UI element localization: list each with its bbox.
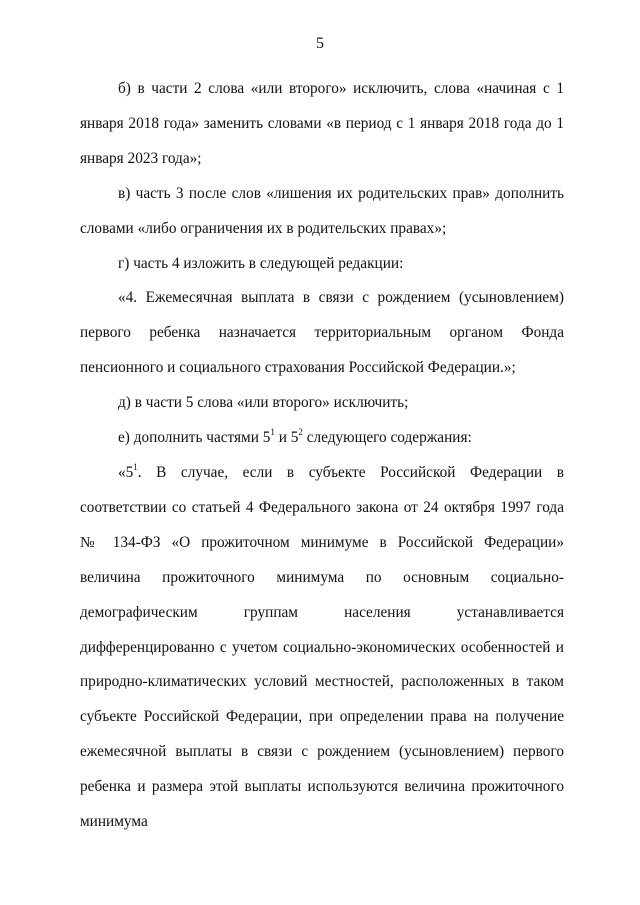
superscript-5-1: 1 (133, 461, 138, 472)
paragraph-e-text-3: следующего содержания: (302, 429, 472, 447)
paragraph-e-text-2: и 5 (274, 429, 299, 447)
paragraph-5-1-body: . В случае, если в субъекте Российской Федерации в соответствии со статьей 4 Федерального закона от 24 октября 1997 года № 134-ФЗ «О прожиточном минимуме в Российской Федерации» величина прожиточного минимума по основным социально-демографическим группам населения устанавливается дифференцированно с учетом социально-экономических особенностей и природно-климатических условий местностей, расположенных в таком субъекте Российской Федерации, при определении права на получение ежемесячной выплаты в связи с рождением (усыновлением) первого ребенка и размера этой выплаты используются величина прожиточного минимума (80, 463, 564, 831)
paragraph-b: б) в части 2 слова «или второго» исключить, слова «начиная с 1 января 2018 года» заменить словами «в период с 1 января 2018 года до 1 января 2023 года»; (80, 80, 564, 167)
paragraph-g: г) часть 4 изложить в следующей редакции: (118, 254, 404, 272)
superscript-1: 1 (270, 426, 275, 437)
superscript-2: 2 (298, 426, 303, 437)
paragraph-5-1-lead: «5 (118, 463, 134, 481)
page-number: 5 (316, 35, 324, 52)
paragraph-v: в) часть 3 после слов «лишения их родительских прав» дополнить словами «либо ограничения их в родительских правах»; (80, 184, 564, 237)
paragraph-d: д) в части 5 слова «или второго» исключить; (118, 394, 409, 412)
document-body (80, 72, 564, 840)
paragraph-e-text-1: е) дополнить частями 5 (118, 429, 271, 447)
paragraph-part-4-text: «4. Ежемесячная выплата в связи с рождением (усыновлением) первого ребенка назначается территориальным органом Фонда пенсионного и социального страхования Российской Федерации.»; (80, 289, 564, 377)
paragraph-e (80, 421, 564, 456)
paragraph-part-5-1-text (80, 456, 564, 840)
